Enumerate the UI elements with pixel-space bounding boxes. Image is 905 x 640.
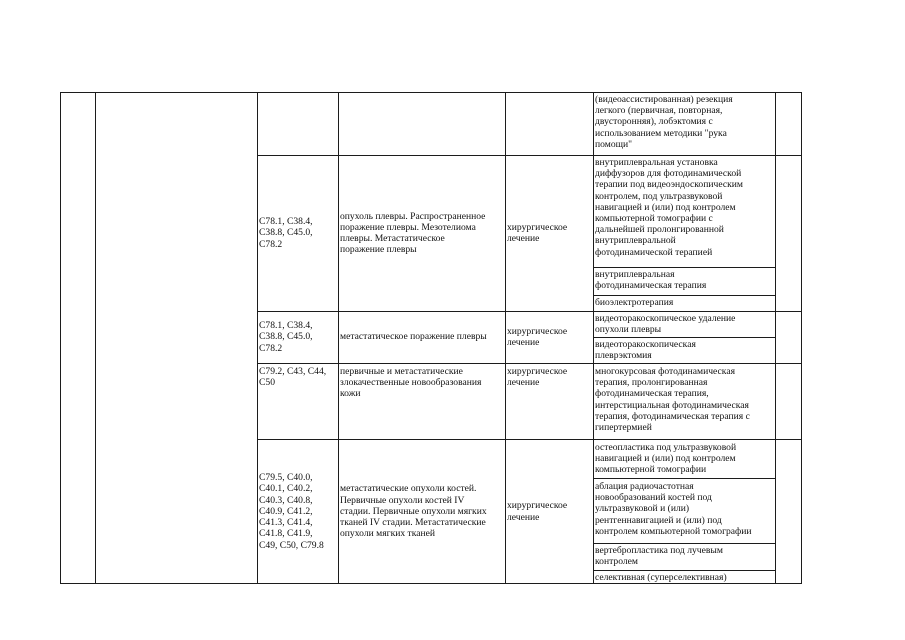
method-separator: [593, 295, 776, 296]
method-separator: [593, 337, 776, 338]
diagnosis-cell: метастатическое поражение плевры: [340, 331, 487, 343]
icd-codes-cell: C78.1, C38.4, C38.8, C45.0, C78.2: [259, 320, 313, 354]
diagnosis-cell: опухоль плевры. Распространенное поражение плевры. Мезотелиома плевры. Метастатическое поражение плевры: [340, 210, 486, 256]
method-cell: биоэлектротерапия: [595, 297, 674, 308]
diagnosis-cell: первичные и метастатические злокачественные новообразования кожи: [340, 366, 482, 400]
method-separator: [593, 267, 776, 268]
method-cell: видеоторакоскопическое удаление опухоли плевры: [595, 313, 736, 336]
column-border: [775, 92, 776, 584]
method-separator: [593, 570, 776, 571]
column-border: [593, 92, 594, 584]
column-border: [505, 92, 506, 584]
method-separator: [593, 478, 776, 479]
table-top-border: [60, 92, 802, 93]
method-cell: внутриплевральная установка диффузоров для фотодинамической терапии под видеоэндоскопическим контролем, под ультразвуковой навигацией и (или) под контролем компьютерной томографии с дальнейшей пролонгированной внутриплевральной фотодинамической терапией: [595, 157, 743, 258]
method-cell: видеоторакоскопическая плеврэктомия: [595, 339, 696, 362]
treatment-type-cell: хирургическое лечение: [507, 500, 568, 523]
row-separator: [257, 363, 802, 364]
method-cell: многокурсовая фотодинамическая терапия, пролонгированная фотодинамическая терапия, интерстициальная фотодинамическая терапия, фотодинамическая терапия с гипертермией: [595, 366, 750, 434]
method-cell: аблация радиочастотная новообразований костей под ультразвуковой и (или) рентгеннавигацией и (или) под контролем компьютерной томографии: [595, 481, 752, 537]
method-cell: остеопластика под ультразвуковой навигацией и (или) под контролем компьютерной томографии: [595, 442, 737, 476]
column-border: [338, 92, 339, 584]
treatment-type-cell: хирургическое лечение: [507, 366, 568, 389]
method-cell: селективная (суперселективная): [595, 572, 727, 583]
diagnosis-cell: метастатические опухоли костей. Первичные опухоли костей IV стадии. Первичные опухоли мягких тканей IV стадии. Метастатические опухоли мягких тканей: [340, 483, 487, 540]
treatment-type-cell: хирургическое лечение: [507, 221, 568, 244]
icd-codes-cell: C78.1, C38.4, C38.8, C45.0, C78.2: [259, 216, 313, 250]
column-border: [801, 92, 802, 584]
method-cell: (видеоассистированная) резекция легкого (первичная, повторная, двусторонняя), лобэктомия с использованием методики "рука помощи": [595, 94, 733, 150]
column-border: [60, 92, 61, 584]
method-separator: [593, 543, 776, 544]
icd-codes-cell: C79.5, C40.0, C40.1, C40.2, C40.3, C40.8, C40.9, C41.2, C41.3, C41.4, C41.8, C41.9, C49, C50, C79.8: [259, 472, 324, 551]
column-border: [95, 92, 96, 584]
method-cell: внутриплевральная фотодинамическая терапия: [595, 269, 707, 292]
column-border: [257, 92, 258, 584]
table-bottom-border: [60, 583, 802, 584]
treatment-type-cell: хирургическое лечение: [507, 325, 568, 348]
method-cell: вертебропластика под лучевым контролем: [595, 545, 723, 568]
icd-codes-cell: C79.2, C43, C44, C50: [259, 366, 327, 389]
